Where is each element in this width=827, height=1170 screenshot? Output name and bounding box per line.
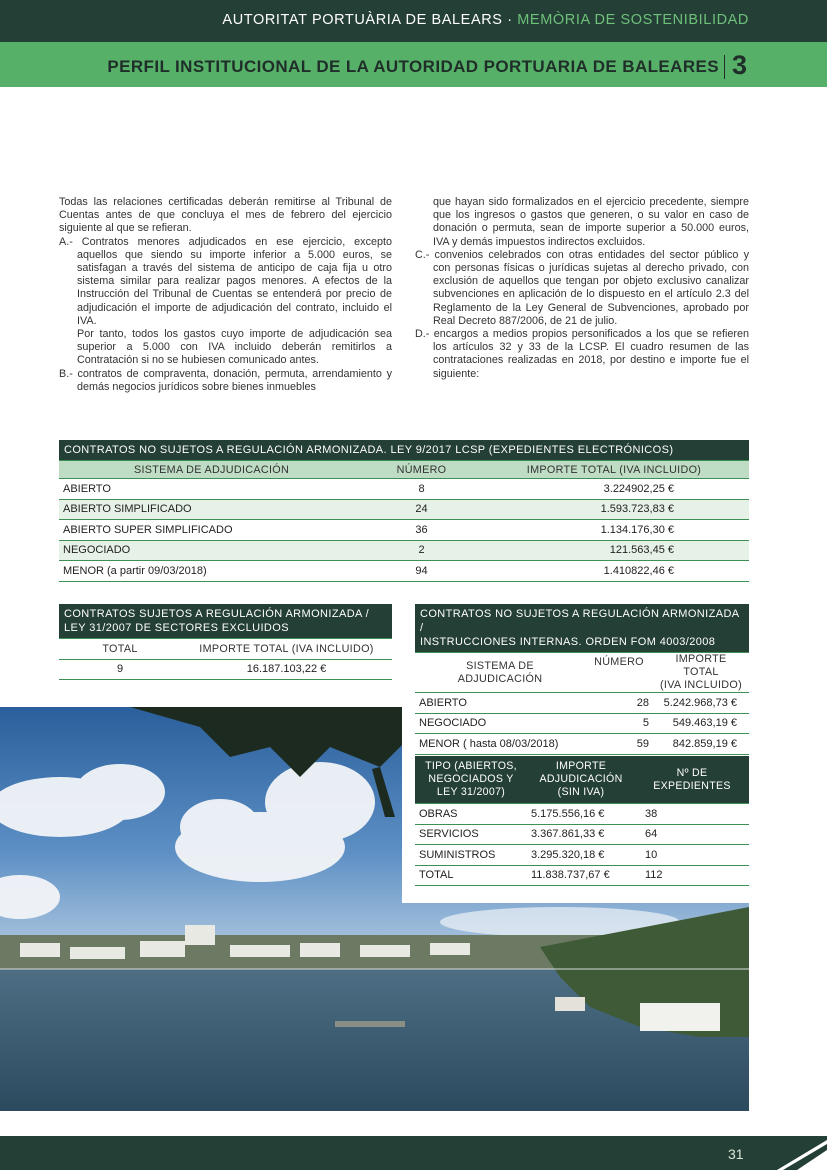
table-header-row (415, 653, 749, 693)
paragraph: Todas las relaciones certificadas deberán remitirse al Tribunal de Cuentas antes de que concluya el mes de febrero del ejercicio siguiente al que se refieran. (59, 196, 392, 235)
paragraph: Por tanto, todos los gastos cuyo importe de adjudicación sea superior a 5.000 con IVA incluido deberán remitirlos a Contratación si no se hubiesen comunicado antes. (77, 328, 392, 367)
chapter-number: 3 (732, 50, 748, 80)
table-cell: 2 (364, 540, 479, 561)
table-cell: ABIERTO (415, 693, 585, 714)
table-cell: 9 (59, 659, 181, 680)
table-row (59, 499, 749, 520)
table-instrucciones-internas (415, 604, 749, 755)
table-caption (415, 604, 749, 653)
column-header: NÚMERO (585, 653, 653, 693)
table-cell: 842.859,19 € (653, 734, 749, 755)
table-cell: NEGOCIADO (59, 540, 364, 561)
table-cell: 5.175.556,16 € (527, 804, 635, 825)
table-cell: NEGOCIADO (415, 713, 585, 734)
header-line: ADJUDICACIÓN (539, 773, 623, 785)
header-line: IMPORTE TOTAL (675, 653, 727, 678)
table-row (59, 659, 392, 680)
table-cell: OBRAS (415, 804, 527, 825)
table-row (415, 865, 749, 886)
body-column-left (59, 196, 392, 394)
table-row (59, 540, 749, 561)
table-cell: SUMINISTROS (415, 845, 527, 866)
table-sectores-excluidos (59, 604, 392, 680)
table-cell: 38 (635, 804, 749, 825)
footer-stripe-decoration (737, 1136, 827, 1170)
table-row (59, 479, 749, 500)
table-cell: 121.563,45 € (479, 540, 749, 561)
table-cell: TOTAL (415, 865, 527, 886)
table-cell: MENOR (a partir 09/03/2018) (59, 561, 364, 582)
caption-line: CONTRATOS SUJETOS A REGULACIÓN ARMONIZADA / (64, 608, 370, 620)
table-header-row (415, 756, 749, 804)
paragraph-item-d: D.- encargos a medios propios personificados a los que se refieren los artículos 32 y 33 de la LCSP. El cuadro resumen de las contrataciones realizadas en 2018, por destino e importe fue el siguiente: (415, 328, 749, 380)
column-header: NÚMERO (364, 461, 479, 479)
table-caption (59, 604, 392, 639)
table-cell: 3.295.320,18 € (527, 845, 635, 866)
paragraph-item-c: C.- convenios celebrados con otras entidades del sector público y con personas físicas o jurídicas sujetas al derecho privado, con exclusión de aquellos que tengan por objeto exclusivo canalizar subvenciones en aplicación de lo dispuesto en el artículo 2.3 del Reglamento de la Ley General de Subvenciones, aprobado por Real Decreto 887/2006, de 21 de julio. (415, 248, 749, 327)
table-cell: 5.242.968,73 € (653, 693, 749, 714)
body-column-right (415, 196, 749, 381)
header-line: LEY 31/2007) (436, 786, 506, 798)
caption-line: INSTRUCCIONES INTERNAS. ORDEN FOM 4003/2008 (420, 636, 716, 648)
table-cell: 8 (364, 479, 479, 500)
table-cell: 64 (635, 824, 749, 845)
header-line: SISTEMA DE (466, 659, 534, 672)
table-cell: ABIERTO (59, 479, 364, 500)
table-cell: 24 (364, 499, 479, 520)
header-line: (SIN IVA) (557, 786, 605, 798)
table-row (415, 734, 749, 755)
caption-line: LEY 31/2007 DE SECTORES EXCLUIDOS (64, 622, 289, 634)
header-line: IMPORTE (555, 760, 607, 772)
table-cell: 1.593.723,83 € (479, 499, 749, 520)
column-header (635, 756, 749, 804)
table-cell: 1.134.176,30 € (479, 520, 749, 541)
header-line: Nº DE (676, 766, 708, 779)
table-cell: 112 (635, 865, 749, 886)
table-lcsp-electronic (59, 440, 749, 582)
paragraph-item-b: B.- contratos de compraventa, donación, permuta, arrendamiento y demás negocios jurídicos sobre bienes inmuebles (59, 367, 392, 393)
table-row (59, 520, 749, 541)
publication-title (222, 12, 749, 28)
table-header-row (59, 639, 392, 660)
table-cell: 11.838.737,67 € (527, 865, 635, 886)
paragraph: que hayan sido formalizados en el ejercicio precedente, siempre que los ingresos o gastos que generen, o su valor en caso de donación o permuta, sean de importe superior a 50.000 euros, IVA y demás impuestos indirectos excluidos. (433, 196, 749, 248)
table-cell: 3.224902,25 € (479, 479, 749, 500)
table-row (415, 804, 749, 825)
table-cell: SERVICIOS (415, 824, 527, 845)
table-cell: 1.410822,46 € (479, 561, 749, 582)
column-header: IMPORTE TOTAL (IVA INCLUIDO) (181, 639, 392, 660)
page-number: 31 (728, 1146, 744, 1162)
header-line: ADJUDICACIÓN (457, 672, 543, 685)
header-line: TIPO (ABIERTOS, (425, 760, 517, 772)
table-cell: 28 (585, 693, 653, 714)
table-row (415, 713, 749, 734)
table-header-row (59, 461, 749, 479)
table-tipo-summary (415, 756, 749, 886)
column-header (653, 653, 749, 693)
table-cell: 36 (364, 520, 479, 541)
header-line: (IVA INCLUIDO) (660, 679, 742, 691)
table-cell: ABIERTO SIMPLIFICADO (59, 499, 364, 520)
org-name: AUTORITAT PORTUÀRIA DE BALEARS (222, 12, 503, 28)
column-header (527, 756, 635, 804)
column-header: TOTAL (59, 639, 181, 660)
table-row (415, 845, 749, 866)
table-cell: 5 (585, 713, 653, 734)
title-separator: · (502, 12, 518, 28)
table-row (415, 693, 749, 714)
table-cell: 59 (585, 734, 653, 755)
table-caption: CONTRATOS NO SUJETOS A REGULACIÓN ARMONIZADA. LEY 9/2017 LCSP (EXPEDIENTES ELECTRÓNICOS) (59, 440, 749, 461)
header-line: EXPEDIENTES (653, 779, 731, 792)
header-line: NEGOCIADOS Y (428, 773, 514, 785)
paragraph-item-a: A.- Contratos menores adjudicados en ese ejercicio, excepto aquellos que siendo su importe inferior a 5.000 euros, se satisfagan a través del sistema de anticipo de caja fija u otro sistema similar para realizar pagos menores. A efectos de la Instrucción del Tribunal de Cuentas se entenderá por precio de adjudicación el importe de adjudicación del contrato, incluido el IVA. (59, 235, 392, 327)
table-cell: 3.367.861,33 € (527, 824, 635, 845)
table-cell: 10 (635, 845, 749, 866)
table-row (415, 824, 749, 845)
table-cell: 94 (364, 561, 479, 582)
table-cell: ABIERTO SUPER SIMPLIFICADO (59, 520, 364, 541)
report-name: MEMÒRIA DE SOSTENIBILIDAD (517, 12, 749, 28)
caption-line: CONTRATOS NO SUJETOS A REGULACIÓN ARMONIZADA / (420, 608, 739, 634)
section-divider (724, 55, 725, 79)
column-header: IMPORTE TOTAL (IVA INCLUIDO) (479, 461, 749, 479)
column-header (415, 756, 527, 804)
column-header: SISTEMA DE ADJUDICACIÓN (59, 461, 364, 479)
section-title: PERFIL INSTITUCIONAL DE LA AUTORIDAD PORTUARIA DE BALEARES (107, 57, 719, 76)
footer-bar (0, 1136, 827, 1170)
column-header (415, 653, 585, 693)
table-cell: 549.463,19 € (653, 713, 749, 734)
table-cell: MENOR ( hasta 08/03/2018) (415, 734, 585, 755)
table-cell: 16.187.103,22 € (181, 659, 392, 680)
table-row (59, 561, 749, 582)
